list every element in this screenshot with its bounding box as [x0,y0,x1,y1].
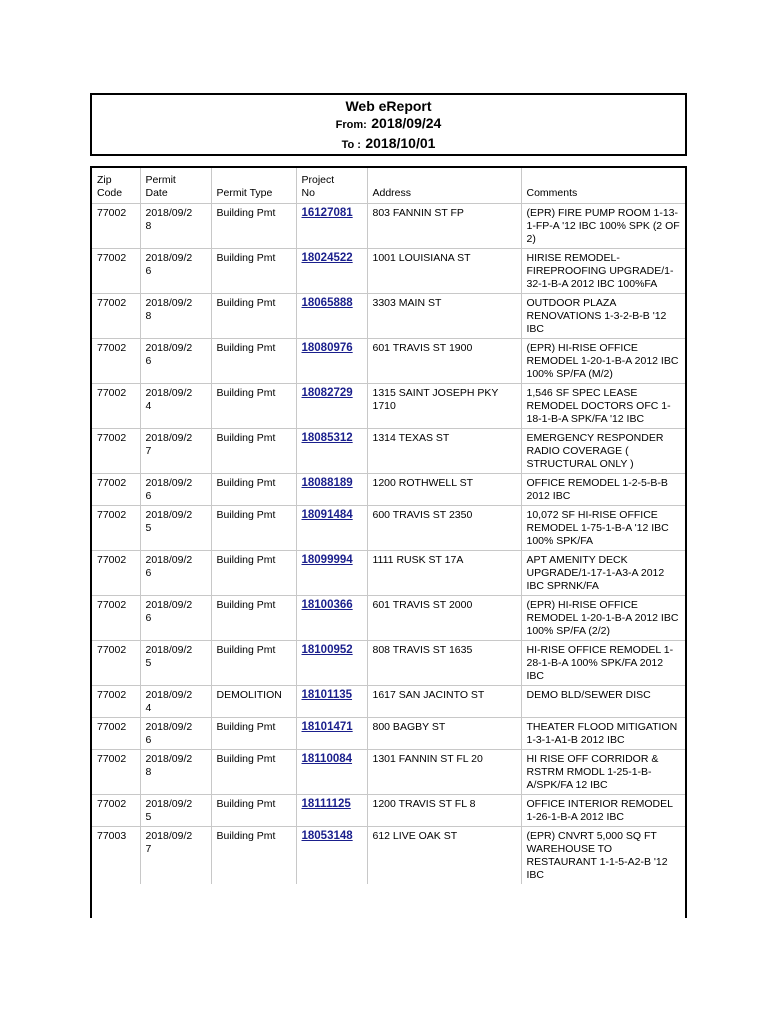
permit-table [92,168,685,884]
date-part1: 2018/09/2 [145,252,193,264]
date-part1: 2018/09/2 [145,342,193,354]
table-row [92,429,685,474]
permit-rows [92,204,685,885]
comments-cell: THEATER FLOOD MITIGATION 1-3-1-A1-B 2012 IBC [521,718,685,750]
zip-cell: 77002 [92,204,140,249]
permit-type-cell: Building Pmt [211,641,296,686]
zip-cell: 77002 [92,641,140,686]
comments-cell: (EPR) HI-RISE OFFICE REMODEL 1-20-1-B-A 2012 IBC 100% SP/FA (M/2) [521,339,685,384]
address-cell: 601 TRAVIS ST 2000 [367,596,521,641]
date-cell [140,474,211,506]
date-part2: 5 [145,811,152,823]
date-part2: 8 [145,310,152,322]
table-row [92,795,685,827]
zip-cell: 77002 [92,384,140,429]
zip-cell: 77002 [92,474,140,506]
report-title: Web eReport [345,98,432,114]
comments-cell: EMERGENCY RESPONDER RADIO COVERAGE ( STRUCTURAL ONLY ) [521,429,685,474]
header-date-line1: Permit [145,174,176,186]
comments-cell: APT AMENITY DECK UPGRADE/1-17-1-A3-A 2012 IBC SPRNK/FA [521,551,685,596]
header-permit-date [140,168,211,204]
date-part2: 4 [145,702,152,714]
table-row [92,750,685,795]
header-address: Address [367,168,521,204]
zip-cell: 77002 [92,506,140,551]
date-cell [140,795,211,827]
date-cell [140,827,211,885]
table-row [92,339,685,384]
table-row [92,641,685,686]
to-label: To : [341,139,361,151]
permit-type-cell: Building Pmt [211,506,296,551]
header-zip-line2: Code [97,187,123,199]
table-row [92,596,685,641]
zip-cell: 77003 [92,827,140,885]
table-row [92,686,685,718]
zip-cell: 77002 [92,686,140,718]
date-part2: 8 [145,220,152,232]
permit-type-cell: Building Pmt [211,204,296,249]
address-cell: 803 FANNIN ST FP [367,204,521,249]
date-part1: 2018/09/2 [145,721,193,733]
address-cell: 1301 FANNIN ST FL 20 [367,750,521,795]
table-row [92,827,685,885]
date-part1: 2018/09/2 [145,644,193,656]
permit-type-cell: Building Pmt [211,827,296,885]
date-part2: 5 [145,657,152,669]
project-link[interactable]: 18101471 [301,721,353,733]
date-part2: 6 [145,612,152,624]
project-cell [296,596,367,641]
project-cell [296,429,367,474]
header-project-no [296,168,367,204]
project-link[interactable]: 18100952 [301,644,353,656]
address-cell: 1315 SAINT JOSEPH PKY 1710 [367,384,521,429]
comments-cell: 1,546 SF SPEC LEASE REMODEL DOCTORS OFC 1-18-1-B-A SPK/FA '12 IBC [521,384,685,429]
date-part1: 2018/09/2 [145,830,193,842]
project-link[interactable]: 18053148 [301,830,353,842]
project-cell [296,474,367,506]
project-link[interactable]: 18088189 [301,477,353,489]
project-cell [296,641,367,686]
permit-type-cell: Building Pmt [211,294,296,339]
to-line [92,134,685,154]
header-comments: Comments [521,168,685,204]
project-link[interactable]: 18080976 [301,342,353,354]
project-link[interactable]: 18091484 [301,509,353,521]
date-part2: 6 [145,490,152,502]
project-cell [296,339,367,384]
address-cell: 1617 SAN JACINTO ST [367,686,521,718]
project-link[interactable]: 18082729 [301,387,353,399]
date-part2: 5 [145,522,152,534]
permit-table-wrap [90,166,687,918]
date-part2: 6 [145,355,152,367]
table-row [92,294,685,339]
header-zip-line1: Zip [97,174,112,186]
date-part2: 6 [145,265,152,277]
date-cell [140,249,211,294]
permit-type-cell: Building Pmt [211,384,296,429]
date-part1: 2018/09/2 [145,798,193,810]
date-cell [140,718,211,750]
comments-cell: HI-RISE OFFICE REMODEL 1-28-1-B-A 100% SPK/FA 2012 IBC [521,641,685,686]
project-cell [296,718,367,750]
date-part2: 7 [145,843,152,855]
table-row [92,718,685,750]
header-permit-type: Permit Type [211,168,296,204]
project-cell [296,204,367,249]
date-part1: 2018/09/2 [145,509,193,521]
date-part2: 4 [145,400,152,412]
comments-cell: OFFICE INTERIOR REMODEL 1-26-1-B-A 2012 IBC [521,795,685,827]
comments-cell: (EPR) HI-RISE OFFICE REMODEL 1-20-1-B-A 2012 IBC 100% SP/FA (2/2) [521,596,685,641]
permit-type-cell: Building Pmt [211,718,296,750]
project-cell [296,827,367,885]
permit-type-cell: Building Pmt [211,474,296,506]
from-date: 2018/09/24 [371,115,442,131]
project-cell [296,750,367,795]
address-cell: 808 TRAVIS ST 1635 [367,641,521,686]
comments-cell: (EPR) FIRE PUMP ROOM 1-13-1-FP-A '12 IBC 100% SPK (2 OF 2) [521,204,685,249]
project-link[interactable]: 18111125 [301,798,351,810]
permit-type-cell: Building Pmt [211,750,296,795]
zip-cell: 77002 [92,294,140,339]
date-cell [140,294,211,339]
project-cell [296,506,367,551]
report-header [90,93,687,156]
date-cell [140,429,211,474]
comments-cell: OUTDOOR PLAZA RENOVATIONS 1-3-2-B-B '12 IBC [521,294,685,339]
address-cell: 601 TRAVIS ST 1900 [367,339,521,384]
date-cell [140,339,211,384]
project-link[interactable]: 18099994 [301,554,353,566]
from-label: From: [335,119,367,131]
table-header-row [92,168,685,204]
address-cell: 1314 TEXAS ST [367,429,521,474]
date-part1: 2018/09/2 [145,599,193,611]
date-part1: 2018/09/2 [145,689,193,701]
date-part1: 2018/09/2 [145,207,193,219]
zip-cell: 77002 [92,718,140,750]
date-cell [140,384,211,429]
project-link[interactable]: 18024522 [301,252,353,264]
permit-type-cell: Building Pmt [211,249,296,294]
address-cell: 600 TRAVIS ST 2350 [367,506,521,551]
comments-cell: 10,072 SF HI-RISE OFFICE REMODEL 1-75-1-B-A '12 IBC 100% SPK/FA [521,506,685,551]
address-cell: 612 LIVE OAK ST [367,827,521,885]
comments-cell: (EPR) CNVRT 5,000 SQ FT WAREHOUSE TO RESTAURANT 1-1-5-A2-B '12 IBC [521,827,685,885]
permit-type-cell: Building Pmt [211,596,296,641]
to-date: 2018/10/01 [365,135,436,151]
table-row [92,474,685,506]
date-part1: 2018/09/2 [145,297,193,309]
project-cell [296,795,367,827]
permit-type-cell: Building Pmt [211,795,296,827]
address-cell: 3303 MAIN ST [367,294,521,339]
date-part1: 2018/09/2 [145,554,193,566]
date-part1: 2018/09/2 [145,387,193,399]
project-link[interactable]: 18100366 [301,599,353,611]
project-cell [296,686,367,718]
address-cell: 800 BAGBY ST [367,718,521,750]
comments-cell: OFFICE REMODEL 1-2-5-B-B 2012 IBC [521,474,685,506]
zip-cell: 77002 [92,429,140,474]
date-cell [140,506,211,551]
table-row [92,204,685,249]
date-part2: 7 [145,445,152,457]
from-line [92,114,685,134]
date-part1: 2018/09/2 [145,753,193,765]
date-part2: 8 [145,766,152,778]
date-cell [140,596,211,641]
project-link[interactable]: 18085312 [301,432,353,444]
table-row [92,249,685,294]
zip-cell: 77002 [92,795,140,827]
date-cell [140,551,211,596]
project-cell [296,384,367,429]
date-part1: 2018/09/2 [145,432,193,444]
address-cell: 1200 TRAVIS ST FL 8 [367,795,521,827]
project-link[interactable]: 18101135 [301,689,353,701]
header-date-line2: Date [145,187,168,199]
date-part1: 2018/09/2 [145,477,193,489]
zip-cell: 77002 [92,249,140,294]
header-zip-code [92,168,140,204]
comments-cell: HIRISE REMODEL-FIREPROOFING UPGRADE/1-32-1-B-A 2012 IBC 100%FA [521,249,685,294]
zip-cell: 77002 [92,750,140,795]
date-cell [140,641,211,686]
table-row [92,506,685,551]
date-part2: 6 [145,567,152,579]
header-project-line2: No [301,187,315,199]
address-cell: 1001 LOUISIANA ST [367,249,521,294]
project-link[interactable]: 16127081 [301,207,353,219]
project-link[interactable]: 18065888 [301,297,353,309]
date-cell [140,204,211,249]
comments-cell: DEMO BLD/SEWER DISC [521,686,685,718]
table-row [92,551,685,596]
date-part2: 6 [145,734,152,746]
date-cell [140,750,211,795]
project-cell [296,294,367,339]
date-cell [140,686,211,718]
zip-cell: 77002 [92,551,140,596]
zip-cell: 77002 [92,596,140,641]
project-link[interactable]: 18110084 [301,753,353,765]
project-cell [296,249,367,294]
permit-type-cell: Building Pmt [211,339,296,384]
table-row [92,384,685,429]
comments-cell: HI RISE OFF CORRIDOR & RSTRM RMODL 1-25-1-B-A/SPK/FA 12 IBC [521,750,685,795]
header-project-line1: Project [301,174,335,186]
project-cell [296,551,367,596]
address-cell: 1111 RUSK ST 17A [367,551,521,596]
address-cell: 1200 ROTHWELL ST [367,474,521,506]
zip-cell: 77002 [92,339,140,384]
permit-type-cell: Building Pmt [211,429,296,474]
permit-type-cell: DEMOLITION [211,686,296,718]
permit-type-cell: Building Pmt [211,551,296,596]
